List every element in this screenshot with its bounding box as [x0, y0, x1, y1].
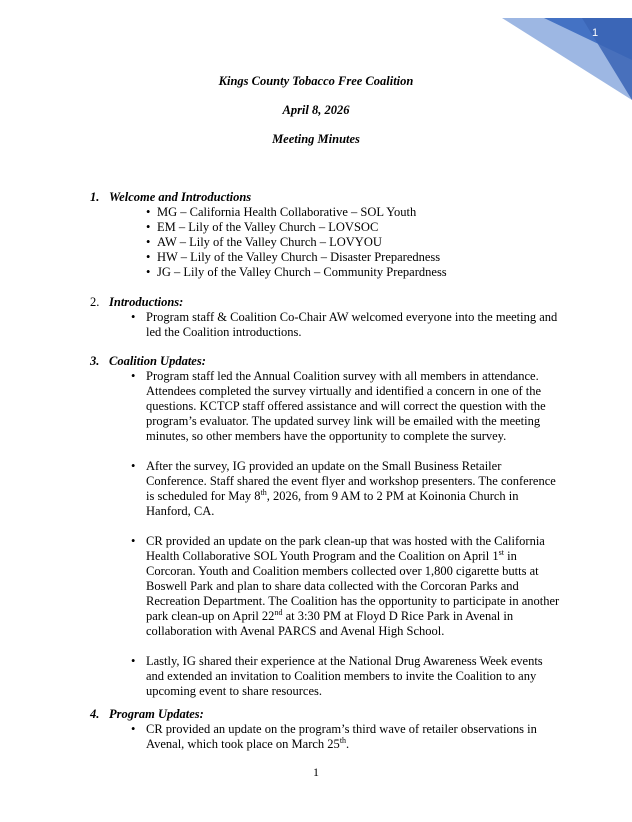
- section-heading: [90, 295, 560, 310]
- section-title: Program Updates:: [109, 707, 204, 721]
- bullet-icon: •: [146, 220, 151, 234]
- bullet-icon: •: [131, 310, 136, 324]
- bullet-icon: •: [131, 369, 136, 383]
- meeting-date: April 8, 2026: [282, 103, 350, 117]
- attendee-list: [90, 205, 560, 280]
- section-number: 2.: [90, 295, 100, 309]
- document-type: Meeting Minutes: [272, 132, 360, 146]
- section-number: 1.: [90, 190, 100, 204]
- item-list: [90, 369, 560, 699]
- header-page-number: 1: [591, 27, 599, 39]
- list-item: • HW – Lily of the Valley Church – Disaster Preparedness: [146, 250, 441, 264]
- list-item: • JG – Lily of the Valley Church – Community Prepardness: [146, 265, 447, 279]
- section-introductions: [90, 295, 560, 340]
- list-item: • After the survey, IG provided an update on the Small Business Retailer Conference. Staff shared the event flyer and workshop presenters. The conference is scheduled for May 8th, 2026, from 9 AM to 2 PM at Koinonia Church in Hanford, CA.: [131, 459, 556, 518]
- bullet-icon: •: [131, 534, 136, 548]
- section-heading: [90, 707, 560, 722]
- footer-page-number: 1: [313, 765, 319, 779]
- section-title: Introductions:: [109, 295, 184, 309]
- section-heading: [90, 354, 560, 369]
- list-item: • AW – Lily of the Valley Church – LOVYOU: [146, 235, 382, 249]
- section-program-updates: [90, 707, 560, 752]
- section-title: Welcome and Introductions: [109, 190, 252, 204]
- list-item: • Program staff led the Annual Coalition survey with all members in attendance. Attendees completed the survey virtually and identified a concern in one of the questions. KCTCP staff offered assistance and will correct the question with the program’s evaluator. The updated survey link will be emailed with the meeting minutes, so other members have the opportunity to complete the survey.: [131, 369, 546, 443]
- section-welcome: [90, 190, 560, 280]
- corner-decoration: [502, 0, 632, 110]
- section-title: Coalition Updates:: [109, 354, 206, 368]
- list-item: • CR provided an update on the program’s third wave of retailer observations in Avenal, which took place on March 25th.: [131, 722, 537, 751]
- bullet-icon: •: [131, 459, 136, 473]
- bullet-icon: •: [131, 722, 136, 736]
- section-heading: [90, 190, 560, 205]
- bullet-icon: •: [146, 205, 151, 219]
- section-number: 3.: [90, 354, 100, 368]
- list-item: • CR provided an update on the park clean-up that was hosted with the California Health Collaborative SOL Youth Program and the Coalition on April 1st in Corcoran. Youth and Coalition members collected over 1,800 cigarette butts at Boswell Park and plan to share data collected with the Corcoran Parks and Recreation Department. The Coalition has the opportunity to participate in another park clean-up on April 22nd at 3:30 PM at Floyd D Rice Park in Avenal in collaboration with Avenal PARCS and Avenal High School.: [131, 534, 560, 638]
- bullet-icon: •: [146, 250, 151, 264]
- list-item: • Program staff & Coalition Co-Chair AW welcomed everyone into the meeting and led the Coalition introductions.: [131, 310, 558, 339]
- section-number: 4.: [90, 707, 100, 721]
- bullet-icon: •: [146, 265, 151, 279]
- item-list: [90, 310, 560, 340]
- list-item: • Lastly, IG shared their experience at the National Drug Awareness Week events and extended an invitation to Coalition members to invite the Coalition to any upcoming event to share resources.: [131, 654, 543, 698]
- list-item: • MG – California Health Collaborative – SOL Youth: [146, 205, 417, 219]
- section-coalition-updates: [90, 354, 560, 699]
- bullet-icon: •: [131, 654, 136, 668]
- list-item: • EM – Lily of the Valley Church – LOVSOC: [146, 220, 379, 234]
- bullet-icon: •: [146, 235, 151, 249]
- item-list: [90, 722, 560, 752]
- org-title: Kings County Tobacco Free Coalition: [218, 74, 414, 88]
